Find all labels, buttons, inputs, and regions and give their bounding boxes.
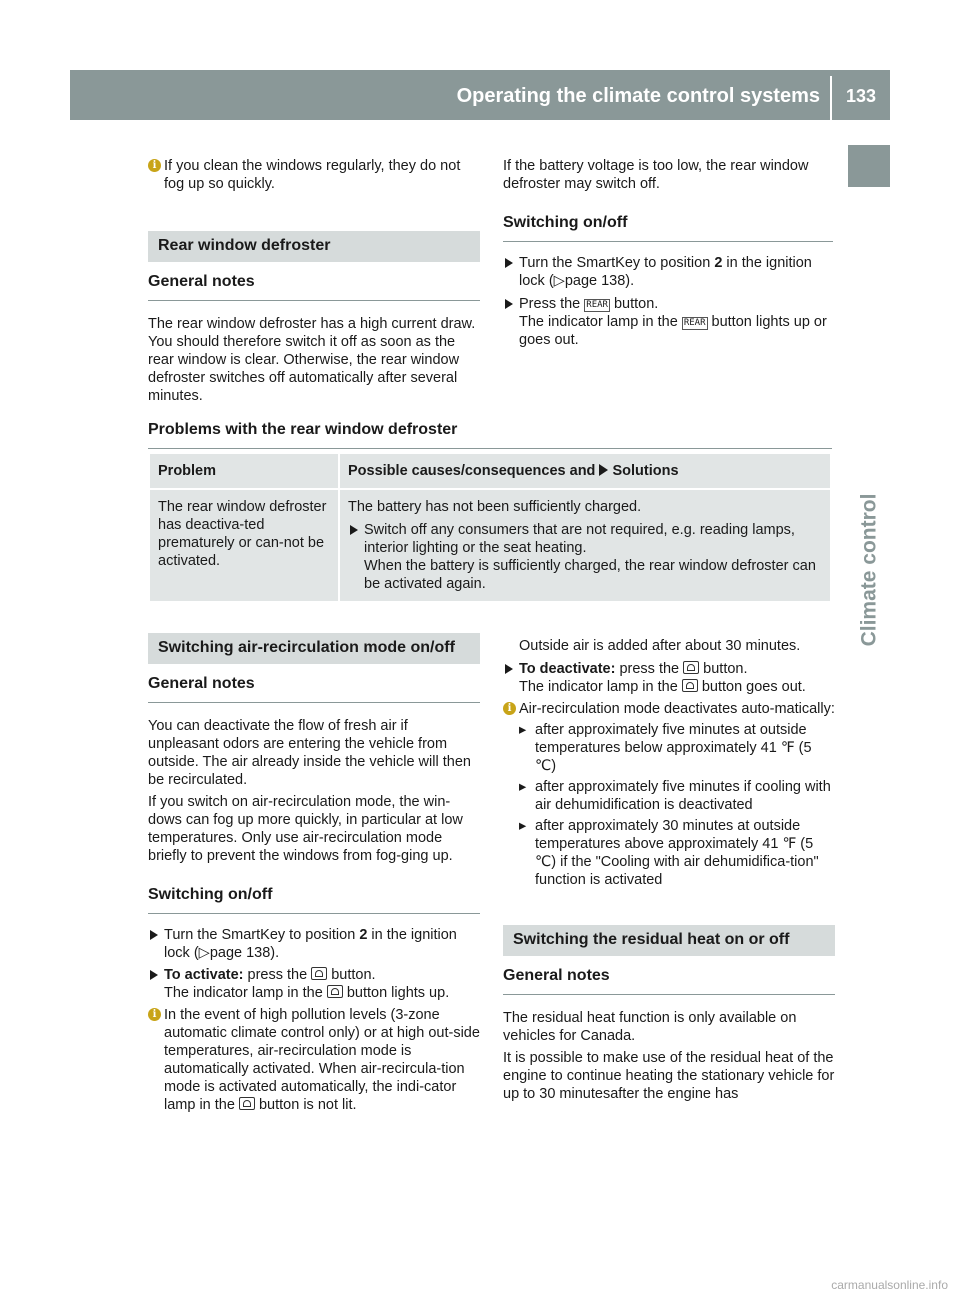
left-column-top (148, 157, 480, 405)
recirculation-icon (311, 967, 327, 980)
right-column-top (503, 157, 833, 349)
page-header (70, 70, 890, 120)
step: Press the REAR button. The indicator lamp in the REAR button lights up or goes out. (503, 295, 833, 349)
list-item: ▸ after approximately five minutes at outside temperatures below approximately 41 ℉ (5 ℃) (503, 721, 835, 775)
step: Turn the SmartKey to position 2 in the ignition lock (▷page 138). (148, 926, 480, 962)
paragraph: Outside air is added after about 30 minutes. (519, 638, 801, 654)
recirculation-icon (683, 661, 699, 674)
info-icon: i (148, 159, 161, 172)
step: To activate: press the button. The indicator lamp in the button lights up. (148, 966, 480, 1002)
paragraph: If you switch on air-recirculation mode, the win-dows can fog up more quickly, in particular at low temperatures. Only use air-recirculation mode briefly to prevent the windows from fog-ging up. (148, 794, 463, 864)
paragraph: The rear window defroster has a high current draw. You should therefore switch it off as soon as the rear window is clear. Otherwise, the rear window defroster switches off automatically after several minutes. (148, 316, 476, 404)
page-number: 133 (845, 86, 876, 106)
table-cell-problem: The rear window defroster has deactiva-ted prematurely or can-not be activated. (150, 490, 338, 601)
paragraph: It is possible to make use of the residual heat of the engine to continue heating the stationary vehicle for up to 30 minutesafter the engine has (503, 1050, 835, 1102)
info-note: i In the event of high pollution levels (3-zone automatic climate control only) or at high out-side temperatures, air-recirculation mode is automatically activated. When air-recircula-tion mode is activated automatically, the indi-cator lamp in the button is not lit. (148, 1006, 480, 1114)
step: To deactivate: press the button. The indicator lamp in the button goes out. (503, 660, 835, 696)
right-column-bottom (503, 637, 835, 1103)
paragraph: You can deactivate the flow of fresh air if unpleasant odors are entering the vehicle from outside. The air already inside the vehicle will then be recirculated. (148, 718, 471, 788)
page-ref-icon: ▷ (553, 273, 565, 289)
recirculation-icon (682, 679, 698, 692)
step-arrow-icon (150, 930, 158, 940)
subheading: Switching on/off (148, 885, 480, 914)
table-cell-solutions: The battery has not been sufficiently charged. Switch off any consumers that are not required, e.g. reading lamps, interior lighting or the seat heating. When the battery is sufficiently charged, the rear window defroster can be activated again. (340, 490, 830, 601)
section-band: Switching air-recirculation mode on/off (148, 633, 480, 664)
subheading: General notes (503, 966, 835, 995)
step-arrow-icon (505, 258, 513, 268)
page-ref-icon: ▷ (198, 945, 210, 961)
subheading: General notes (148, 674, 480, 703)
step-arrow-icon (505, 299, 513, 309)
side-chapter-label: Climate control (857, 493, 881, 647)
paragraph: If the battery voltage is too low, the rear window defroster may switch off. (503, 158, 809, 192)
section-band: Rear window defroster (148, 231, 480, 262)
step-arrow-icon (150, 970, 158, 980)
section-heading: Problems with the rear window defroster (148, 420, 832, 449)
header-title: Operating the climate control systems (456, 85, 820, 107)
table-header-problem: Problem (150, 454, 338, 488)
info-icon: i (503, 702, 516, 715)
table-header-solutions: Possible causes/consequences and Solutions (340, 454, 830, 488)
side-tab-marker (848, 145, 890, 187)
step-arrow-icon (350, 525, 358, 535)
section-band: Switching the residual heat on or off (503, 925, 835, 956)
paragraph: The residual heat function is only available on vehicles for Canada. (503, 1010, 797, 1044)
left-column-bottom (148, 633, 480, 1114)
list-item: ▸ after approximately five minutes if cooling with air dehumidification is deactivated (503, 778, 835, 814)
recirculation-icon (239, 1097, 255, 1110)
rear-defrost-icon: REAR (586, 300, 608, 310)
info-icon: i (148, 1008, 161, 1021)
rear-defrost-icon: REAR (683, 318, 706, 328)
info-note: i If you clean the windows regularly, they do not fog up so quickly. (148, 157, 480, 193)
subheading: Switching on/off (503, 213, 833, 242)
info-note: i Air-recirculation mode deactivates auto-matically: (503, 700, 835, 718)
recirculation-icon (327, 985, 343, 998)
step: Turn the SmartKey to position 2 in the ignition lock (▷page 138). (503, 254, 833, 290)
list-item: ▸ after approximately 30 minutes at outside temperatures above approximately 41 ℉ (5 ℃) if the "Cooling with air dehumidifica-tion" function is activated (503, 817, 835, 889)
watermark: carmanualsonline.info (831, 1278, 948, 1292)
subheading: General notes (148, 272, 480, 301)
step-arrow-icon (505, 664, 513, 674)
step: Switch off any consumers that are not required, e.g. reading lamps, interior lighting or the seat heating. When the battery is sufficiently charged, the rear window defroster can be activated again. (348, 521, 822, 593)
problems-table (148, 452, 832, 603)
header-divider (830, 76, 832, 120)
